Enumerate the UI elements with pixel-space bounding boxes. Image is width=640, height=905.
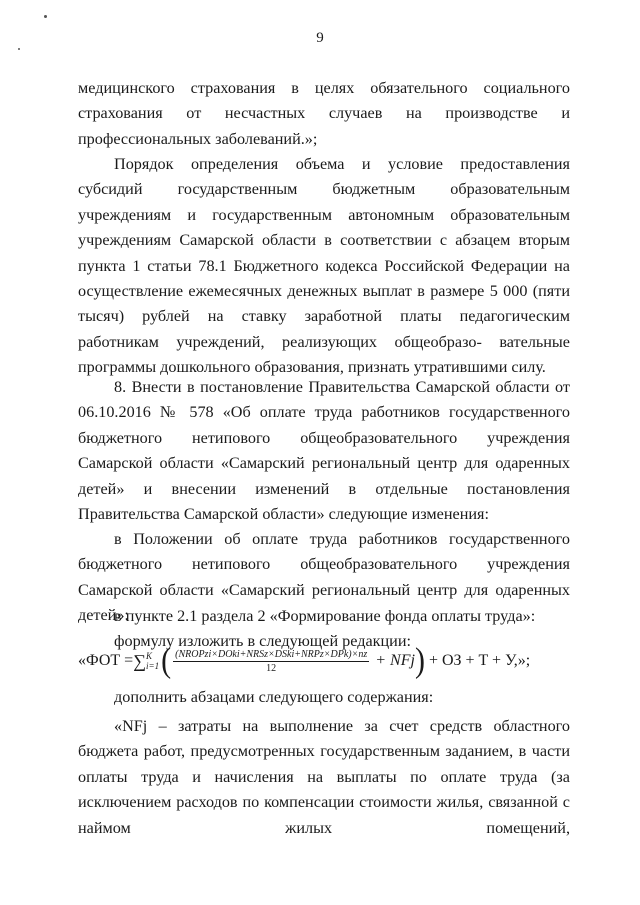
sum-sign: ∑ — [133, 650, 147, 671]
sum-limits — [146, 651, 159, 671]
paragraph-text: Порядок определения объема и условие предоставления субсидий государственным бюджетным образовательным учреждениям и государственным автономным образовательным учреждениям Самарской области в соответствии с абзацем вторым пункта 1 статьи 78.1 Бюджетного кодекса Российской Федерации на осуществление ежемесячных денежных выплат в размере 5 000 (пяти тысяч) рублей на ставку заработной платы педагогическим работникам учреждений, реализующих общеобразо- вательные программы дошкольного образования, признать утратившими силу. — [78, 155, 570, 377]
paragraph-text: медицинского страхования в целях обязательного социального страхования от несчастных случаев на производстве и профессиональных заболеваний.»; — [78, 79, 570, 148]
paragraph-subsidy-procedure — [78, 152, 570, 381]
paragraph-text: дополнить абзацами следующего содержания: — [114, 688, 434, 706]
paragraph-text: 8. Внести в постановление Правительства Самарской области от 06.10.2016 № 578 «Об оплате труда работников государственного бюджетного нетипового общеобразовательного учреждения Самарской области «Самарский региональный центр для одаренных детей» и внесении изменений в отдельные постановления Правительства Самарской области» следующие изменения: — [78, 378, 570, 524]
paragraph-point-2-1 — [78, 604, 570, 629]
scan-speck — [18, 48, 20, 50]
open-paren: ( — [161, 641, 172, 680]
close-paren: ) — [414, 641, 425, 680]
sum-upper-limit: K — [146, 651, 153, 661]
paragraph-add-clauses — [78, 685, 570, 710]
paragraph-continuation — [78, 76, 570, 152]
paragraph-text: в Положении об оплате труда работников государственного бюджетного нетипового общеобразовательного учреждения Самарской области «Самарский региональный центр для одаренных детей»: — [78, 530, 570, 625]
paragraph-text: «NFj – затраты на выполнение за счет средств областного бюджета работ, предусмотренных государственным заданием, в части оплаты труда и начисления на выплаты по оплате труда (за исключением расходов по компенсации стоимости жилья, связанной с наймом жилых помещений, — [78, 717, 570, 837]
paragraph-nf-definition — [78, 714, 570, 841]
fraction-denominator: 12 — [266, 662, 277, 674]
formula-tail: + ОЗ + T + У,»; — [428, 652, 531, 669]
formula-lhs: «ФОТ = — [78, 652, 134, 669]
fraction — [173, 649, 369, 674]
paragraph-text: в пункте 2.1 раздела 2 «Формирование фонда оплаты труда»: — [114, 607, 536, 625]
sum-lower-limit: i=1 — [146, 661, 160, 671]
paragraph-text: формулу изложить в следующей редакции: — [114, 632, 411, 650]
page-number: 9 — [316, 30, 324, 46]
paragraph-item-8 — [78, 375, 570, 527]
fraction-numerator: (NROPzi×DOki+NRSz×DSki+NRPz×DPk)×nz — [175, 648, 368, 660]
formula-nf-term: + NFj — [375, 652, 415, 669]
scan-speck — [44, 15, 47, 18]
